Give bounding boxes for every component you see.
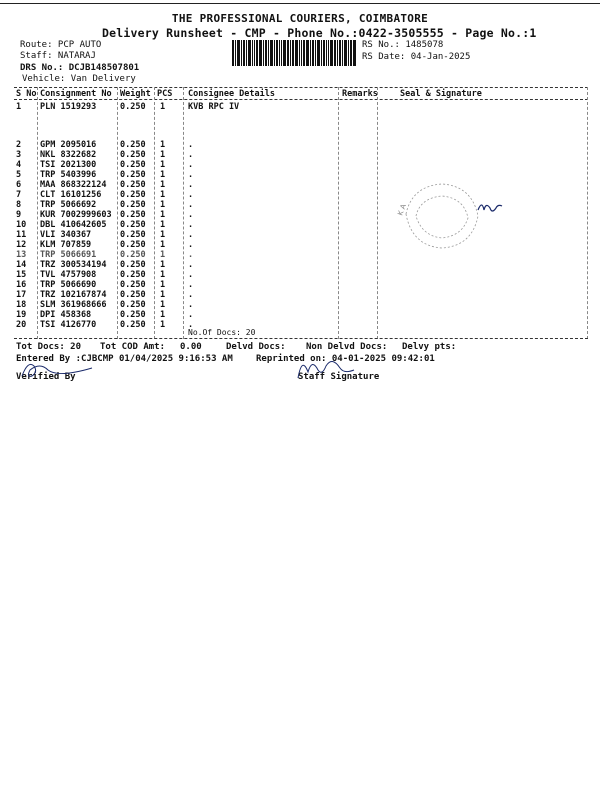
receiver-signature	[476, 196, 506, 218]
row-details: .	[188, 170, 194, 180]
row-weight: 0.250	[120, 170, 146, 180]
col-weight-header: Weight	[120, 89, 151, 99]
col-consignment-header: Consignment No	[40, 89, 112, 99]
row-weight: 0.250	[120, 250, 146, 260]
staff-signature: Staff Signature	[298, 372, 380, 382]
row-consignment: MAA 868322124	[40, 180, 107, 190]
row-consignment: TSI 4126770	[40, 320, 97, 330]
row-details: .	[188, 320, 194, 330]
reprinted-on: Reprinted on: 04-01-2025 09:42:01	[256, 354, 435, 364]
row-consignment: TRP 5403996	[40, 170, 97, 180]
row-sno: 7	[16, 190, 22, 200]
table-bottom-rule	[14, 338, 588, 339]
verifier-signature	[18, 356, 98, 382]
row-consignment: VLI 340367	[40, 230, 92, 240]
total-docs: Tot Docs: 20	[16, 342, 82, 352]
row-weight: 0.250	[120, 210, 146, 220]
row-sno: 14	[16, 260, 27, 270]
header-bottom-rule	[14, 99, 588, 100]
row-pcs: 1	[160, 140, 166, 150]
row-sno: 19	[16, 310, 27, 320]
col-remarks-header: Remarks	[342, 89, 378, 99]
row-weight: 0.250	[120, 230, 146, 240]
table-row	[0, 150, 600, 159]
delivery-points: Delvy pts:	[402, 342, 457, 352]
table-row	[0, 170, 600, 179]
table-row	[0, 180, 600, 189]
row-details: .	[188, 250, 194, 260]
row-details: .	[188, 260, 194, 270]
row-pcs: 1	[160, 250, 166, 260]
row-sno: 20	[16, 320, 27, 330]
row-weight: 0.250	[120, 320, 146, 330]
company-title: THE PROFESSIONAL COURIERS, COIMBATORE	[171, 12, 429, 25]
row-consignment: KLM 707859	[40, 240, 92, 250]
row-sno: 10	[16, 220, 27, 230]
entered-by: Entered By :CJBCMP 01/04/2025 9:16:53 AM	[16, 354, 233, 364]
row-sno: 8	[16, 200, 22, 210]
row-consignment: NKL 8322682	[40, 150, 97, 160]
row-consignment: TRZ 102167874	[40, 290, 107, 300]
table-row	[0, 160, 600, 169]
non-delivered-docs: Non Delvd Docs:	[306, 342, 388, 352]
row-details: .	[188, 180, 194, 190]
runsheet-subtitle: Delivery Runsheet - CMP - Phone No.:0422-3505555 - Page No.:1	[102, 26, 537, 40]
row-consignment: TRP 5066691	[40, 250, 97, 260]
route-label: Route: PCP AUTO	[20, 40, 102, 50]
row-pcs: 1	[160, 160, 166, 170]
row-sno: 12	[16, 240, 27, 250]
verified-by: Verified By	[16, 372, 76, 382]
row-weight: 0.250	[120, 150, 146, 160]
row-details: .	[188, 210, 194, 220]
header-top-rule	[14, 87, 588, 88]
row-consignment: KUR 7002999603	[40, 210, 112, 220]
table-row	[0, 300, 600, 309]
row-consignment: TRZ 300534194	[40, 260, 107, 270]
row-weight: 0.250	[120, 200, 146, 210]
col-details-header: Consignee Details	[188, 89, 275, 99]
row-pcs: 1	[160, 260, 166, 270]
row-pcs: 1	[160, 220, 166, 230]
rs-number: RS No.: 1485078	[362, 40, 444, 50]
row-weight: 0.250	[120, 140, 146, 150]
staff-label: Staff: NATARAJ	[20, 51, 96, 61]
rs-date: RS Date: 04-Jan-2025	[362, 52, 471, 62]
row-pcs: 1	[160, 200, 166, 210]
row-details: .	[188, 160, 194, 170]
table-row	[0, 210, 600, 219]
total-cod-label: Tot COD Amt:	[100, 342, 166, 352]
row-consignment: PLN 1519293	[40, 102, 97, 112]
row-consignment: DBL 410642605	[40, 220, 107, 230]
row-consignment: TRP 5066690	[40, 280, 97, 290]
table-row	[0, 250, 600, 259]
table-row	[0, 200, 600, 209]
row-weight: 0.250	[120, 260, 146, 270]
col-sno-header: S No	[16, 89, 37, 99]
no-of-docs: No.Of Docs: 20	[188, 328, 256, 337]
row-consignment: TSI 2021300	[40, 160, 97, 170]
row-pcs: 1	[160, 230, 166, 240]
delivered-docs: Delvd Docs:	[226, 342, 286, 352]
row-weight: 0.250	[120, 220, 146, 230]
table-row	[0, 280, 600, 289]
row-sno: 15	[16, 270, 27, 280]
row-pcs: 1	[160, 300, 166, 310]
total-cod-value: 0.00	[180, 342, 202, 352]
row-consignment: SLM 361968666	[40, 300, 107, 310]
row-sno: 4	[16, 160, 22, 170]
row-sno: 1	[16, 102, 22, 112]
row-sno: 17	[16, 290, 27, 300]
row-sno: 11	[16, 230, 27, 240]
table-row	[0, 102, 600, 111]
row-details: .	[188, 310, 194, 320]
row-details: .	[188, 280, 194, 290]
table-row	[0, 190, 600, 199]
staff-signature-mark	[292, 352, 362, 382]
row-weight: 0.250	[120, 180, 146, 190]
svg-text:K A: K A	[396, 203, 408, 217]
row-sno: 13	[16, 250, 27, 260]
row-weight: 0.250	[120, 190, 146, 200]
row-weight: 0.250	[120, 300, 146, 310]
table-row	[0, 260, 600, 269]
row-sno: 3	[16, 150, 22, 160]
row-pcs: 1	[160, 240, 166, 250]
row-pcs: 1	[160, 280, 166, 290]
row-sno: 9	[16, 210, 22, 220]
table-row	[0, 310, 600, 319]
row-consignment: DPI 458368	[40, 310, 92, 320]
table-row	[0, 220, 600, 229]
row-pcs: 1	[160, 320, 166, 330]
row-details: .	[188, 300, 194, 310]
vehicle-label: Vehicle: Van Delivery	[22, 74, 136, 84]
row-consignment: CLT 16101256	[40, 190, 102, 200]
row-pcs: 1	[160, 210, 166, 220]
row-pcs: 1	[160, 190, 166, 200]
row-weight: 0.250	[120, 240, 146, 250]
row-details: .	[188, 200, 194, 210]
row-pcs: 1	[160, 310, 166, 320]
row-details: .	[188, 290, 194, 300]
row-details: .	[188, 140, 194, 150]
row-weight: 0.250	[120, 160, 146, 170]
row-details: .	[188, 230, 194, 240]
row-pcs: 1	[160, 170, 166, 180]
top-border	[0, 3, 600, 4]
row-pcs: 1	[160, 270, 166, 280]
row-details: KVB RPC IV	[188, 102, 240, 112]
row-sno: 18	[16, 300, 27, 310]
table-row	[0, 270, 600, 279]
col-seal-header: Seal & Signature	[400, 89, 482, 99]
row-details: .	[188, 220, 194, 230]
drs-number: DRS No.: DCJB148507801	[20, 63, 140, 73]
row-details: .	[188, 150, 194, 160]
table-row	[0, 320, 600, 329]
row-sno: 6	[16, 180, 22, 190]
row-weight: 0.250	[120, 280, 146, 290]
row-pcs: 1	[160, 180, 166, 190]
row-consignment: GPM 2095016	[40, 140, 97, 150]
table-row	[0, 230, 600, 239]
row-weight: 0.250	[120, 270, 146, 280]
row-weight: 0.250	[120, 102, 146, 112]
table-row	[0, 140, 600, 149]
row-pcs: 1	[160, 102, 166, 112]
row-details: .	[188, 240, 194, 250]
row-details: .	[188, 270, 194, 280]
barcode-graphic	[232, 40, 356, 66]
row-pcs: 1	[160, 150, 166, 160]
row-weight: 0.250	[120, 310, 146, 320]
row-consignment: TRP 5066692	[40, 200, 97, 210]
row-pcs: 1	[160, 290, 166, 300]
row-sno: 16	[16, 280, 27, 290]
row-consignment: TVL 4757908	[40, 270, 97, 280]
table-row	[0, 290, 600, 299]
row-weight: 0.250	[120, 290, 146, 300]
col-pcs-header: PCS	[157, 89, 173, 99]
row-sno: 2	[16, 140, 22, 150]
row-sno: 5	[16, 170, 22, 180]
table-row	[0, 240, 600, 249]
row-details: .	[188, 190, 194, 200]
